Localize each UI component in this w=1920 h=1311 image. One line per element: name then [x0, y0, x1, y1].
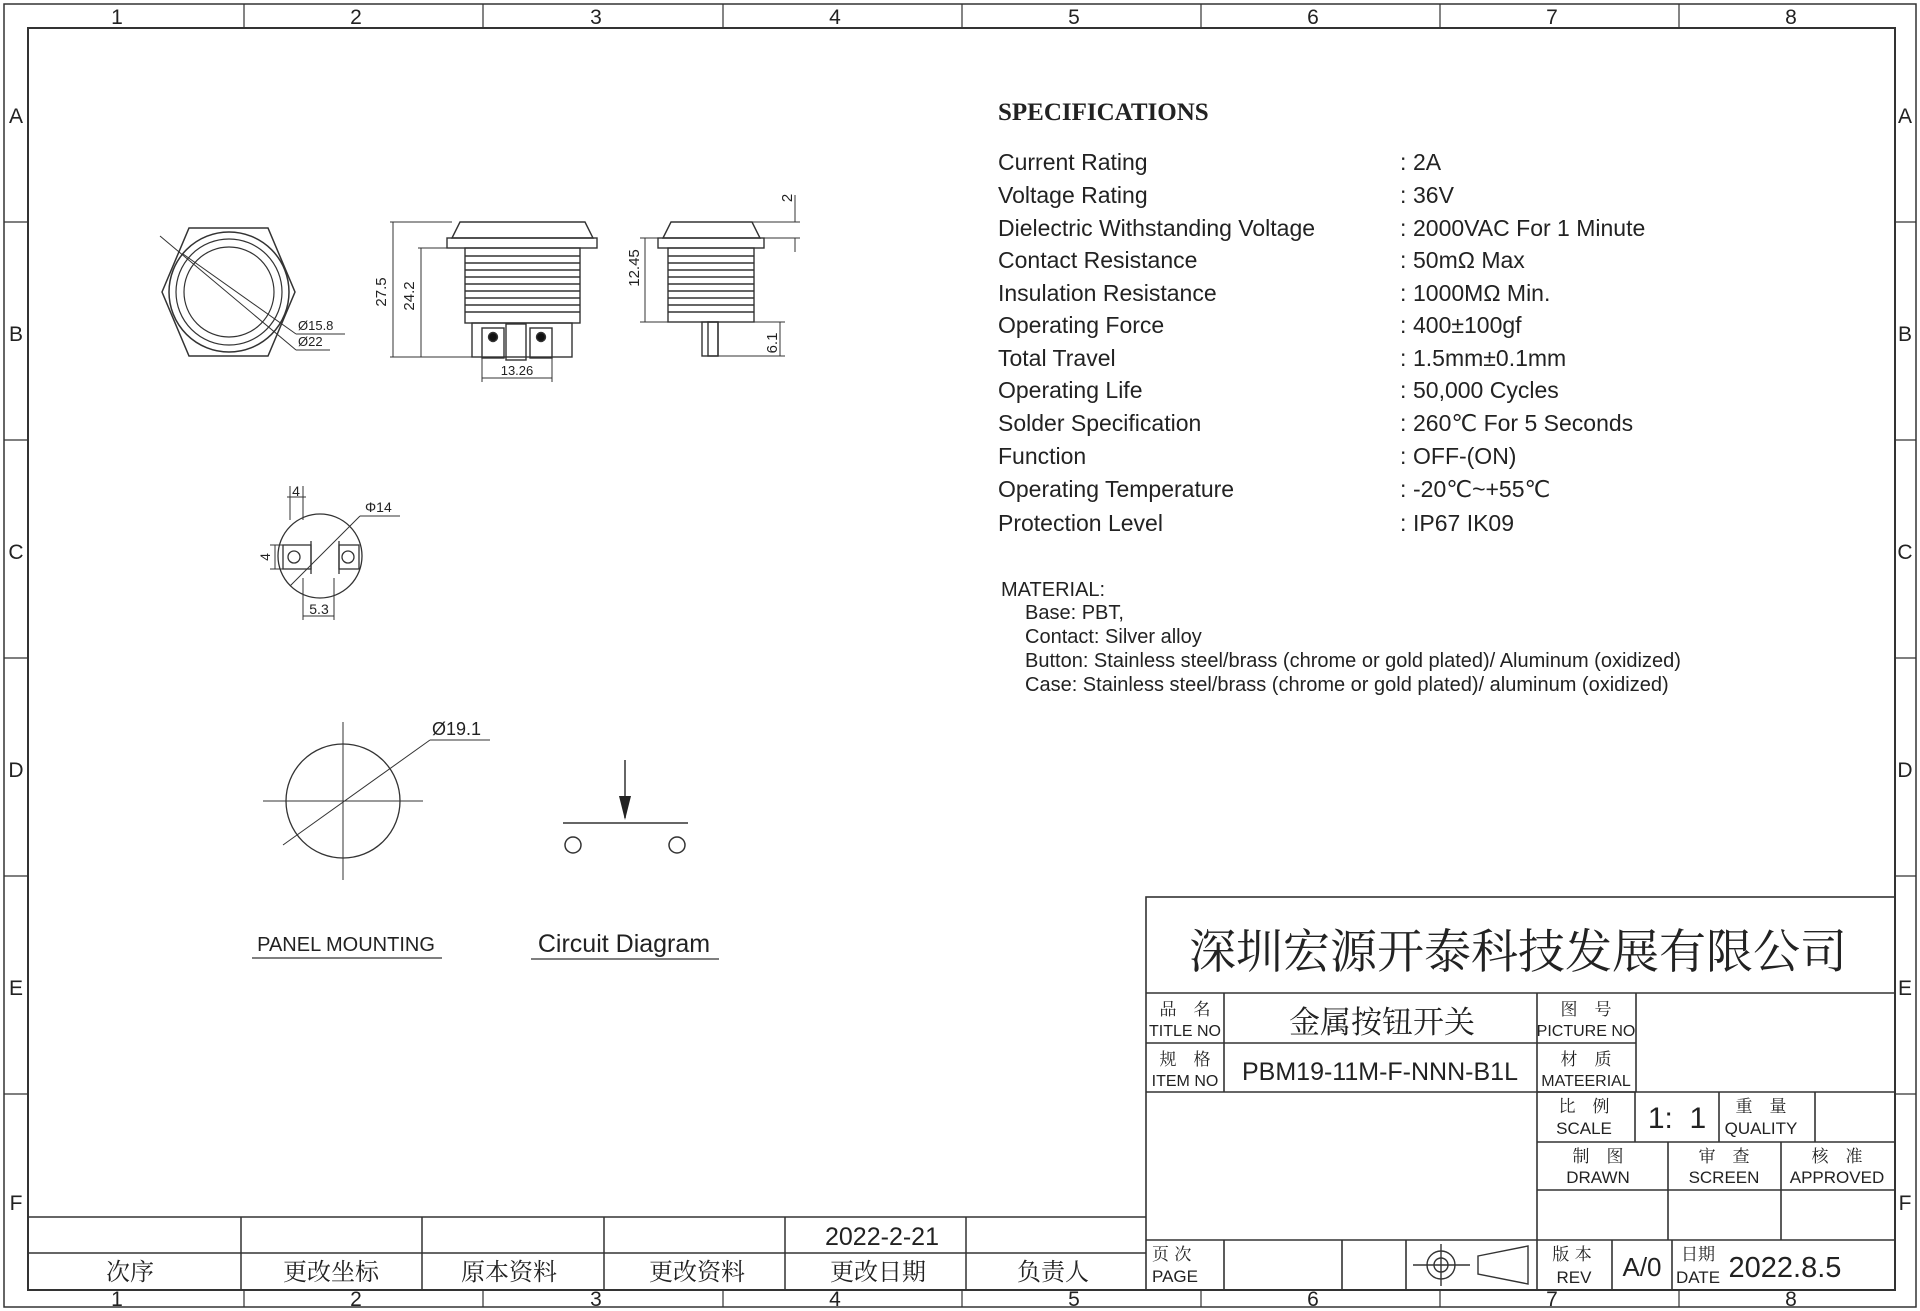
column-label-bottom: 5	[1068, 1288, 1080, 1311]
spec-separator: :	[1400, 410, 1407, 436]
column-label-bottom: 8	[1785, 1288, 1797, 1311]
title-label-en: TITLE NO	[1148, 1023, 1222, 1040]
row-label-left: D	[8, 759, 24, 782]
page-label-cn: 页 次	[1152, 1245, 1192, 1265]
spec-value: OFF-(ON)	[1413, 443, 1517, 469]
date-label-cn: 日期	[1681, 1245, 1715, 1265]
quality-label-en: QUALITY	[1724, 1119, 1798, 1138]
rev-label-cn: 版 本	[1552, 1245, 1592, 1265]
row-label-left: F	[9, 1192, 23, 1215]
revision-header: 原本资料	[461, 1259, 557, 1286]
rev-value: A/0	[1622, 1252, 1662, 1282]
diameter-leader	[183, 254, 296, 334]
spec-value: 1000MΩ Min.	[1413, 280, 1551, 306]
scale-label-en: SCALE	[1556, 1119, 1612, 1138]
row-label-left: B	[8, 323, 24, 346]
spec-label: Insulation Resistance	[998, 280, 1217, 306]
spec-separator: :	[1400, 476, 1407, 502]
front-view	[160, 228, 345, 356]
company-name: 深圳宏源开泰科技发展有限公司	[1189, 925, 1847, 980]
spec-value: 2A	[1413, 149, 1442, 175]
screen-label-cn: 审 查	[1698, 1147, 1750, 1167]
spec-value: IP67 IK09	[1413, 510, 1515, 536]
item-value: PBM19-11M-F-NNN-B1L	[1242, 1058, 1518, 1086]
title-value: 金属按钮开关	[1289, 1005, 1475, 1041]
title-label-cn: 品 名	[1159, 1000, 1211, 1020]
spec-value: -20℃~+55℃	[1413, 476, 1551, 502]
spec-label: Total Travel	[998, 345, 1116, 371]
spec-separator: :	[1400, 345, 1407, 371]
material-line: Contact: Silver alloy	[1025, 626, 1202, 648]
spec-separator: :	[1400, 377, 1407, 403]
column-label-top: 8	[1785, 6, 1797, 29]
rev-label-en: REV	[1556, 1268, 1592, 1287]
spec-separator: :	[1400, 510, 1407, 536]
dimension-inner-diameter: Ø15.8	[298, 318, 334, 333]
page-label-en: PAGE	[1152, 1267, 1198, 1286]
row-label-right: B	[1897, 323, 1913, 346]
material-line: Button: Stainless steel/brass (chrome or gold plated)/ Aluminum (oxidized)	[1025, 650, 1681, 672]
row-label-right: C	[1897, 541, 1913, 564]
column-label-top: 2	[350, 6, 362, 29]
specifications-title: SPECIFICATIONS	[998, 99, 1209, 126]
revision-header: 更改日期	[830, 1259, 926, 1286]
circuit-diagram	[563, 760, 688, 853]
dimension-terminal-spacing: 5.3	[309, 601, 329, 617]
material-label-cn: 材 质	[1560, 1050, 1612, 1070]
picture-label-cn: 图 号	[1560, 1000, 1612, 1020]
column-label-top: 6	[1307, 6, 1319, 29]
dimension-panel-hole: Ø19.1	[432, 719, 482, 739]
row-label-right: D	[1897, 759, 1913, 782]
column-label-top: 3	[590, 6, 602, 29]
column-label-bottom: 6	[1307, 1288, 1319, 1311]
column-label-top: 7	[1546, 6, 1558, 29]
scale-value: 1: 1	[1647, 1102, 1707, 1135]
scale-label-cn: 比 例	[1558, 1097, 1610, 1117]
column-label-bottom: 3	[590, 1288, 602, 1311]
side-view	[390, 222, 597, 382]
spec-separator: :	[1400, 312, 1407, 338]
column-label-bottom: 1	[111, 1288, 123, 1311]
item-label-en: ITEM NO	[1151, 1073, 1219, 1090]
screen-label-en: SCREEN	[1688, 1168, 1760, 1187]
spec-value: 50,000 Cycles	[1413, 377, 1559, 403]
spec-label: Contact Resistance	[998, 247, 1198, 273]
drawn-label-en: DRAWN	[1566, 1168, 1630, 1187]
dimension-outer-diameter: Ø22	[298, 334, 323, 349]
specifications-section	[998, 99, 1645, 536]
material-label-en: MATEERIAL	[1541, 1073, 1631, 1090]
spec-label: Operating Life	[998, 377, 1143, 403]
column-label-top: 4	[829, 6, 841, 29]
item-label-cn: 规 格	[1159, 1050, 1211, 1070]
spec-separator: :	[1400, 149, 1407, 175]
button-inner-ring	[176, 239, 282, 345]
spec-label: Dielectric Withstanding Voltage	[998, 215, 1316, 241]
projection-symbol	[1413, 1244, 1528, 1286]
column-label-top: 1	[111, 6, 123, 29]
button-face	[184, 247, 274, 337]
spec-value: 400±100gf	[1413, 312, 1522, 338]
revision-date-entry: 2022-2-21	[825, 1223, 939, 1251]
panel-mounting-view	[263, 722, 490, 880]
spec-label: Voltage Rating	[998, 182, 1148, 208]
dimension-base-diameter: Φ14	[365, 499, 392, 515]
spec-label: Function	[998, 443, 1087, 469]
revision-header: 次序	[106, 1259, 154, 1286]
revision-header: 负责人	[1017, 1259, 1089, 1286]
date-label-en: DATE	[1675, 1268, 1721, 1287]
dimension-total-height: 27.5	[373, 277, 390, 307]
row-label-right: E	[1897, 977, 1913, 1000]
spec-separator: :	[1400, 280, 1407, 306]
revision-table	[28, 1217, 1146, 1290]
date-value: 2022.8.5	[1728, 1252, 1842, 1284]
row-label-left: A	[8, 105, 24, 128]
dimension-body-height: 24.2	[401, 281, 418, 311]
dimension-thread-length: 12.45	[626, 249, 643, 287]
row-label-left: E	[8, 977, 24, 1000]
spec-separator: :	[1400, 247, 1407, 273]
column-label-top: 5	[1068, 6, 1080, 29]
button-outer-ring	[169, 232, 289, 352]
spec-value: 260℃ For 5 Seconds	[1413, 410, 1634, 436]
column-label-bottom: 7	[1546, 1288, 1558, 1311]
spec-value: 2000VAC For 1 Minute	[1413, 215, 1646, 241]
spec-separator: :	[1400, 215, 1407, 241]
spec-separator: :	[1400, 443, 1407, 469]
approved-label-cn: 核 准	[1811, 1147, 1863, 1167]
spec-label: Protection Level	[998, 510, 1163, 536]
spec-label: Operating Force	[998, 312, 1165, 338]
dimension-terminal-height: 4	[257, 553, 273, 561]
row-label-right: F	[1898, 1192, 1912, 1215]
spec-value: 36V	[1413, 182, 1454, 208]
spec-separator: :	[1400, 182, 1407, 208]
material-section	[1001, 579, 1681, 696]
spec-label: Current Rating	[998, 149, 1148, 175]
spec-label: Operating Temperature	[998, 476, 1235, 502]
spec-value: 50mΩ Max	[1413, 247, 1525, 273]
circuit-diagram-label: Circuit Diagram	[537, 930, 711, 958]
dimension-terminal-length: 6.1	[764, 332, 781, 354]
approved-label-en: APPROVED	[1789, 1168, 1885, 1187]
end-view	[640, 195, 800, 356]
panel-mounting-label: PANEL MOUNTING	[257, 934, 435, 956]
column-label-bottom: 2	[350, 1288, 362, 1311]
row-label-right: A	[1897, 105, 1913, 128]
material-line: Case: Stainless steel/brass (chrome or gold plated)/ aluminum (oxidized)	[1025, 674, 1669, 696]
row-label-left: C	[8, 541, 24, 564]
picture-label-en: PICTURE NO	[1536, 1023, 1636, 1040]
drawn-label-cn: 制 图	[1572, 1147, 1624, 1167]
title-block	[1146, 897, 1895, 1290]
revision-header: 更改资料	[649, 1259, 745, 1286]
material-line: Base: PBT,	[1025, 602, 1124, 624]
dimension-terminal-width: 4	[292, 483, 300, 499]
revision-header: 更改坐标	[283, 1259, 379, 1286]
dimension-head-height: 2	[779, 193, 796, 203]
spec-value: 1.5mm±0.1mm	[1413, 345, 1567, 371]
column-label-bottom: 4	[829, 1288, 841, 1311]
dimension-terminal-width: 13.26	[500, 363, 534, 378]
material-title: MATERIAL:	[1001, 579, 1106, 601]
spec-label: Solder Specification	[998, 410, 1202, 436]
quality-label-cn: 重 量	[1735, 1097, 1787, 1117]
